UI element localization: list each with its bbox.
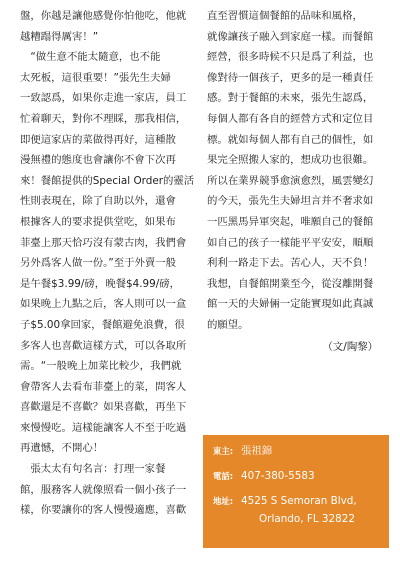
- text-line: 性則表現在，除了自助以外，還會: [20, 195, 176, 208]
- text-line: 利利一路走下去。苦心人，天不負！: [207, 257, 374, 270]
- text-line: 館一天的夫婦倆一定能實現如此真誠: [207, 298, 374, 311]
- phone-label: 電話:: [213, 471, 234, 481]
- phone-number: 407-380-5583: [241, 470, 315, 482]
- text-line: 一致認爲，如果你走進一家店，員工: [20, 92, 187, 105]
- text-line: 張太太有句名言：打理一家餐: [20, 463, 166, 476]
- text-line: 來！餐館提供的Special Order的靈活: [20, 174, 195, 187]
- owner-name: 張祖錦: [241, 445, 273, 457]
- text-line: 樣，你要讓你的客人慢慢適應，喜歡: [20, 504, 187, 517]
- text-line: 喜歡還是不喜歡？如果喜歡，再坐下: [20, 401, 187, 414]
- owner-label: 東主:: [213, 446, 234, 456]
- text-line: 菲臺上那天恰巧沒有蒙古肉，我們會: [20, 236, 187, 249]
- text-line: 忙着聊天，對你不理睬，那我相信，: [20, 112, 187, 125]
- text-line: 是午餐$3.99/磅，晚餐$4.99/磅，: [20, 277, 181, 290]
- text-line: 館，服務客人就像照看一個小孩子一: [20, 483, 187, 496]
- text-line: 就像讓孩子融入到家庭一樣。而餐館: [207, 30, 374, 43]
- text-line: 子$5.00拿回家，餐館避免浪費，很: [20, 318, 185, 331]
- text-line: 會帶客人去看布菲臺上的菜，問客人: [20, 380, 187, 393]
- address-line-2: Orlando, FL 32822: [259, 513, 355, 525]
- left-text-column: [20, 6, 197, 521]
- text-line: 盤，你越是讓他感覺你怕他吃，他就: [20, 10, 187, 22]
- text-line: 根據客人的要求提供堂吃，如果布: [20, 215, 176, 228]
- text-line: 越糟蹋得厲害！”: [20, 30, 99, 43]
- text-line: 像對待一個孩子，更多的是一種責任: [207, 71, 374, 84]
- text-line: 感。對于餐館的未來，張先生認爲，: [207, 92, 374, 105]
- text-line: 一匹黑馬异軍突起，唯願自己的餐館: [207, 215, 374, 228]
- text-line: 如果晚上九點之后，客人則可以一盒: [20, 298, 187, 311]
- text-line: 多客人也喜歡這樣方式，可以各取所: [20, 339, 187, 352]
- owner-row: [213, 443, 272, 460]
- text-line: 如自己的孩子一樣能平平安安，順順: [207, 236, 374, 249]
- text-line: “做生意不能太隨意，也不能: [20, 51, 161, 64]
- text-line: 的今天，張先生夫婦坦言并不奢求如: [207, 195, 374, 208]
- text-line: 經營，很多時候不只是爲了利益，也: [207, 51, 374, 64]
- phone-row: [213, 468, 315, 485]
- address-line-1: 4525 S Semoran Blvd,: [241, 495, 357, 507]
- text-line: 標。就如每個人都有自己的個性，如: [207, 133, 374, 146]
- address-row: [213, 493, 357, 510]
- text-line: 所以在業界競爭愈演愈烈，風雲變幻: [207, 174, 374, 187]
- author-signature: （文/陶黎）: [322, 340, 378, 353]
- text-line: 的願望。: [207, 318, 249, 331]
- text-line: 太死板，這很重要！”張先生夫婦: [20, 71, 171, 84]
- text-line: 需。“一般晚上加菜比較少，我們就: [20, 360, 182, 373]
- address-label: 地址:: [213, 496, 234, 506]
- text-line: 另外爲客人做一份。”至于外賣一般: [20, 257, 177, 270]
- text-line: 每個人都有各自的經營方式和定位目: [207, 112, 374, 125]
- contact-info-box: [203, 435, 389, 548]
- text-line: 即便這家店的菜做得再好，這種散: [20, 133, 176, 146]
- text-line: 再遺憾，不開心！: [20, 442, 104, 455]
- text-line: 來慢慢吃。這樣能讓客人不至于吃過: [20, 421, 187, 434]
- text-line: 果完全照搬人家的，想成功也很難。: [207, 154, 374, 167]
- text-line: 直至習慣這個餐館的品味和風格，: [207, 10, 363, 22]
- text-line: 漫無禮的態度也會讓你不會下次再: [20, 154, 176, 167]
- text-line: 我想，自餐館開業至今，從沒離開餐: [207, 277, 374, 290]
- right-text-column: [207, 6, 384, 357]
